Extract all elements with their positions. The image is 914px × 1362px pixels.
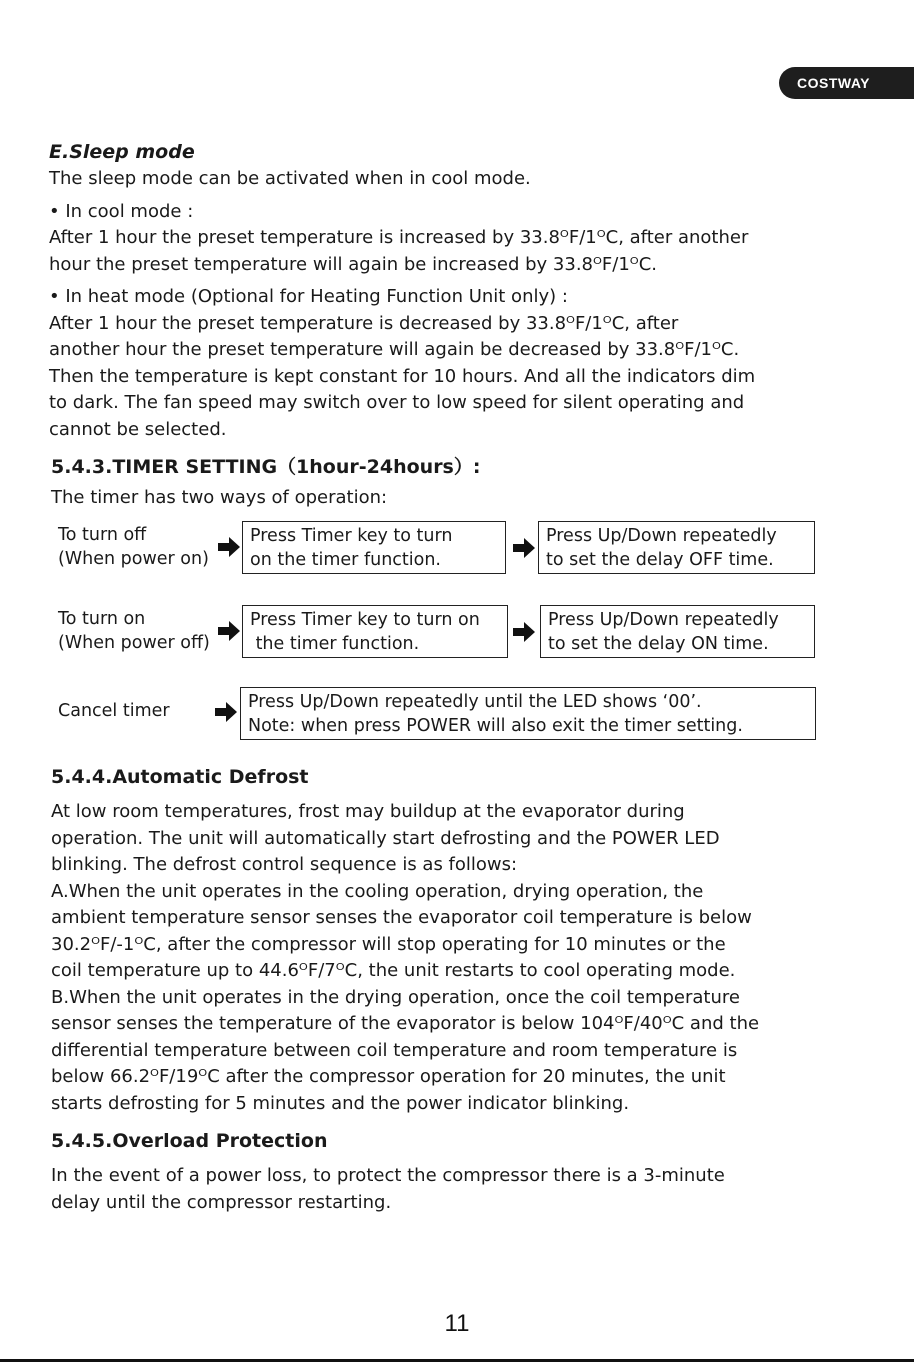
- defrost-line: coil temperature up to 44.6ᴼF/7ᴼC, the unit restarts to cool operating mode.: [51, 960, 736, 981]
- timer-intro: The timer has two ways of operation:: [51, 487, 388, 508]
- overload-section: [51, 1127, 851, 1216]
- defrost-line: differential temperature between coil temperature and room temperature is: [51, 1039, 738, 1061]
- arrow-right-icon: [218, 621, 240, 641]
- sleep-mode-section: [49, 138, 849, 443]
- heat-mode-heading: • In heat mode (Optional for Heating Function Unit only) :: [49, 286, 568, 307]
- cool-mode-line: After 1 hour the preset temperature is increased by 33.8ᴼF/1ᴼC, after another: [49, 227, 749, 248]
- timer-flow-diagram: [49, 520, 829, 740]
- heat-mode-line: cannot be selected.: [49, 418, 227, 440]
- arrow-right-icon: [513, 538, 535, 558]
- defrost-line: below 66.2ᴼF/19ᴼC after the compressor operation for 20 minutes, the unit: [51, 1066, 726, 1087]
- defrost-text: [51, 799, 851, 1117]
- defrost-line: At low room temperatures, frost may buildup at the evaporator during: [51, 801, 685, 822]
- timer-row-label: To turn off (When power on): [58, 525, 209, 569]
- arrow-right-icon: [215, 702, 237, 722]
- timer-row-label: To turn on (When power off): [58, 609, 210, 653]
- defrost-line: starts defrosting for 5 minutes and the power indicator blinking.: [51, 1092, 630, 1114]
- heat-mode-line: to dark. The fan speed may switch over to low speed for silent operating and: [49, 392, 745, 413]
- defrost-line: blinking. The defrost control sequence is as follows:: [51, 854, 518, 875]
- timer-step-box: Press Up/Down repeatedly until the LED shows ‘00’. Note: when press POWER will also exit the timer setting.: [240, 687, 816, 740]
- heat-mode-line: another hour the preset temperature will again be decreased by 33.8ᴼF/1ᴼC.: [49, 339, 740, 360]
- cool-mode-text: [49, 225, 849, 278]
- timer-setting-title: 5.4.3.TIMER SETTING（1hour-24hours）:: [51, 456, 481, 478]
- defrost-line: sensor senses the temperature of the evaporator is below 104ᴼF/40ᴼC and the: [51, 1013, 760, 1034]
- page-number: 11: [444, 1310, 470, 1337]
- defrost-line: A.When the unit operates in the cooling operation, drying operation, the: [51, 880, 704, 902]
- overload-title: 5.4.5.Overload Protection: [51, 1130, 328, 1152]
- defrost-line: B.When the unit operates in the drying operation, once the coil temperature: [51, 986, 740, 1008]
- overload-line: In the event of a power loss, to protect the compressor there is a 3-minute: [51, 1165, 725, 1186]
- timer-step-box: Press Up/Down repeatedly to set the delay ON time.: [540, 605, 815, 658]
- arrow-right-icon: [218, 537, 240, 557]
- defrost-title: 5.4.4.Automatic Defrost: [51, 766, 309, 788]
- cool-mode-line: hour the preset temperature will again be increased by 33.8ᴼF/1ᴼC.: [49, 253, 657, 275]
- arrow-right-icon: [513, 622, 535, 642]
- overload-line: delay until the compressor restarting.: [51, 1191, 392, 1213]
- timer-step-box: Press Up/Down repeatedly to set the delay OFF time.: [538, 521, 815, 574]
- defrost-line: 30.2ᴼF/-1ᴼC, after the compressor will stop operating for 10 minutes or the: [51, 933, 726, 955]
- brand-logo: COSTWAY: [779, 67, 914, 99]
- overload-text: [51, 1163, 851, 1216]
- defrost-line: ambient temperature sensor senses the evaporator coil temperature is below: [51, 907, 752, 928]
- heat-mode-line: After 1 hour the preset temperature is decreased by 33.8ᴼF/1ᴼC, after: [49, 312, 679, 334]
- defrost-section: [51, 763, 851, 1117]
- sleep-mode-title: E.Sleep mode: [49, 141, 195, 163]
- timer-step-box: Press Timer key to turn on the timer function.: [242, 521, 506, 574]
- timer-step-box: Press Timer key to turn on the timer function.: [242, 605, 508, 658]
- sleep-mode-intro: The sleep mode can be activated when in cool mode.: [49, 168, 531, 189]
- heat-mode-text: [49, 311, 849, 444]
- timer-row-label: Cancel timer: [58, 701, 170, 721]
- cool-mode-heading: • In cool mode :: [49, 200, 194, 222]
- defrost-line: operation. The unit will automatically start defrosting and the POWER LED: [51, 827, 720, 849]
- heat-mode-line: Then the temperature is kept constant for 10 hours. And all the indicators dim: [49, 365, 756, 387]
